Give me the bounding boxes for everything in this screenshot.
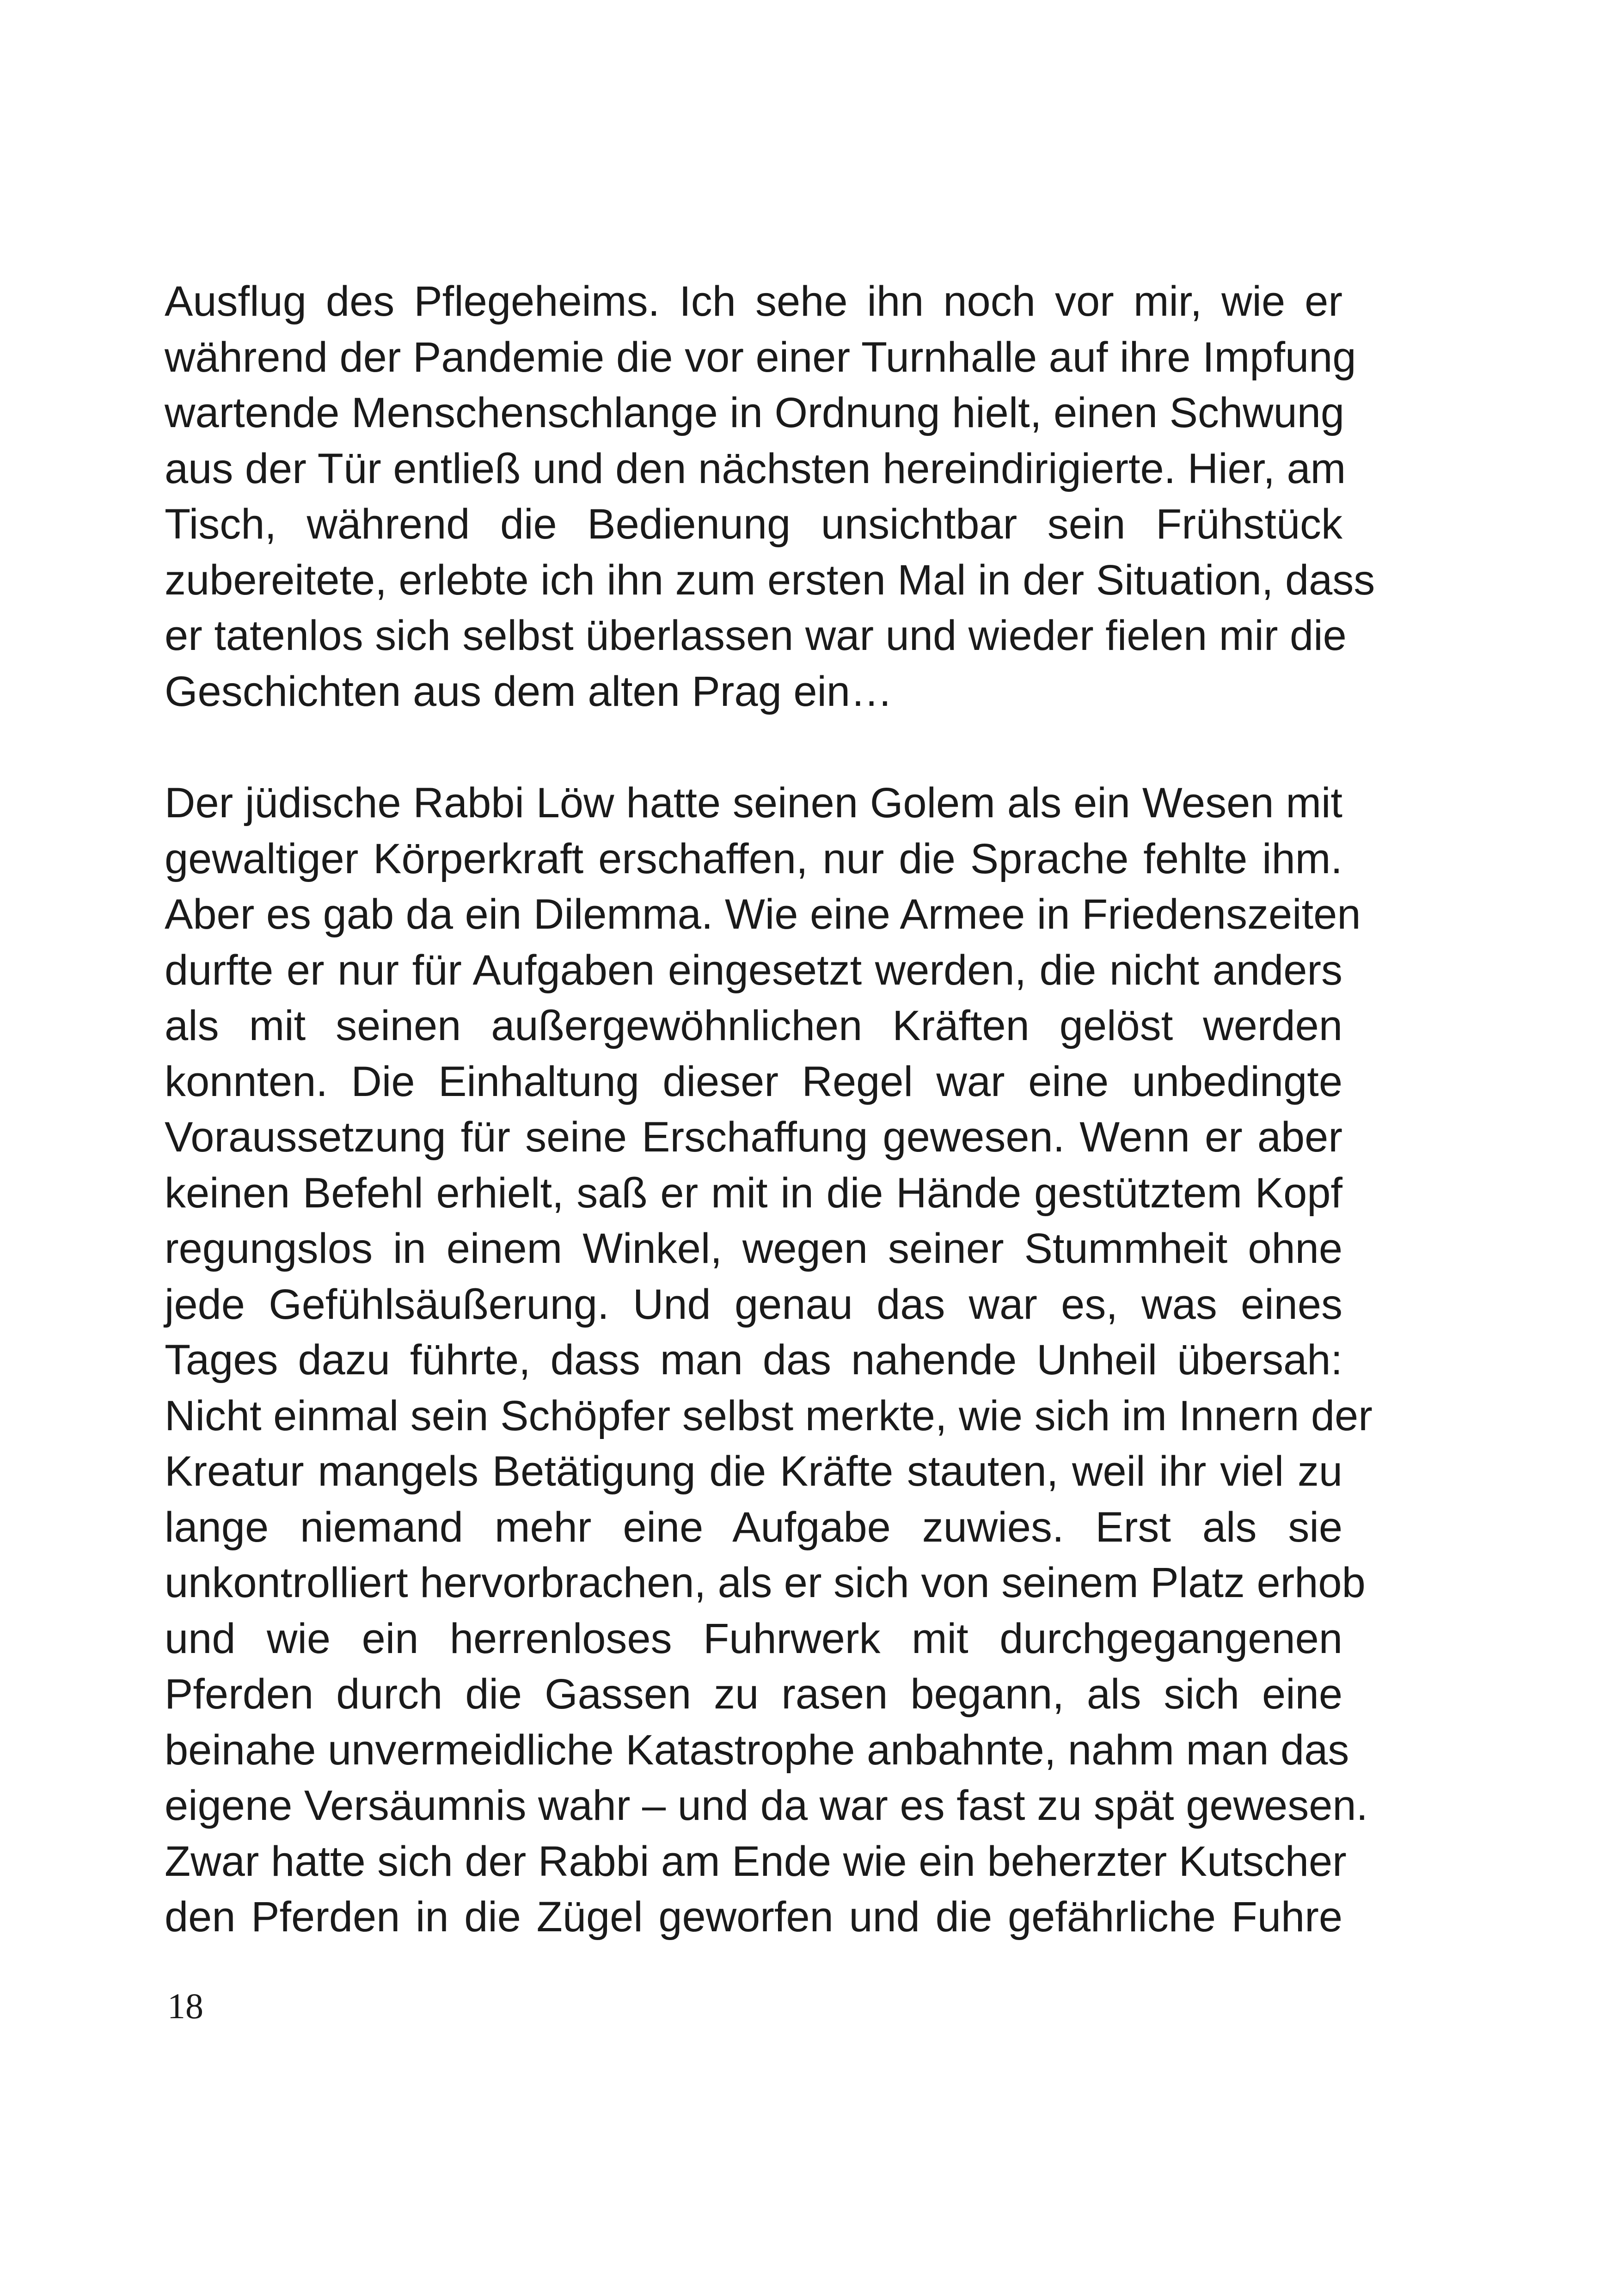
paragraph-line: zubereitete, erlebte ich ihn zum ersten Mal in der Situation, dass — [165, 556, 1375, 604]
paragraph-line: lange niemand mehr eine Aufgabe zuwies. Erst als sie — [165, 1503, 1342, 1551]
paragraph-line: jede Gefühlsäußerung. Und genau das war es, was eines — [165, 1280, 1342, 1328]
paragraph-line: beinahe unvermeidliche Katastrophe anbahnte, nahm man das — [165, 1726, 1349, 1774]
paragraph-2 — [165, 775, 1373, 1945]
paragraph-line: Tages dazu führte, dass man das nahende Unheil übersah: — [165, 1336, 1342, 1384]
paragraph-line: Voraussetzung für seine Erschaffung gewesen. Wenn er aber — [165, 1114, 1342, 1161]
paragraph-line: und wie ein herrenloses Fuhrwerk mit durchgegangenen — [165, 1615, 1342, 1662]
paragraph-line: Kreatur mangels Betätigung die Kräfte stauten, weil ihr viel zu — [165, 1448, 1342, 1495]
paragraph-line: Aber es gab da ein Dilemma. Wie eine Armee in Friedenszeiten — [165, 891, 1361, 938]
paragraph-line: Geschichten aus dem alten Prag ein… — [165, 667, 893, 715]
paragraph-line: keinen Befehl erhielt, saß er mit in die Hände gestütztem Kopf — [165, 1169, 1342, 1217]
paragraph-line: regungslos in einem Winkel, wegen seiner Stummheit ohne — [165, 1225, 1342, 1272]
paragraph-1 — [165, 274, 1375, 719]
paragraph-line: er tatenlos sich selbst überlassen war und wieder fielen mir die — [165, 612, 1347, 659]
paragraph-line: eigene Versäumnis wahr – und da war es fast zu spät gewesen. — [165, 1782, 1368, 1829]
paragraph-line: Zwar hatte sich der Rabbi am Ende wie ein beherzter Kutscher — [165, 1837, 1347, 1885]
paragraph-line: Tisch, während die Bedienung unsichtbar sein Frühstück — [165, 501, 1342, 548]
paragraph-line: Ausflug des Pflegeheims. Ich sehe ihn noch vor mir, wie er — [165, 278, 1342, 325]
paragraph-line: wartende Menschenschlange in Ordnung hielt, einen Schwung — [165, 389, 1345, 436]
paragraph-line: Der jüdische Rabbi Löw hatte seinen Golem als ein Wesen mit — [165, 779, 1342, 827]
paragraph-line: Nicht einmal sein Schöpfer selbst merkte, wie sich im Innern der — [165, 1392, 1373, 1439]
paragraph-line: als mit seinen außergewöhnlichen Kräften gelöst werden — [165, 1002, 1342, 1049]
paragraph-line: während der Pandemie die vor einer Turnhalle auf ihre Impfung — [165, 333, 1356, 381]
paragraph-line: Pferden durch die Gassen zu rasen begann, als sich eine — [165, 1671, 1342, 1718]
paragraph-line: durfte er nur für Aufgaben eingesetzt werden, die nicht anders — [165, 946, 1342, 994]
paragraph-line: den Pferden in die Zügel geworfen und die gefährliche Fuhre — [165, 1893, 1342, 1941]
paragraph-line: aus der Tür entließ und den nächsten hereindirigierte. Hier, am — [165, 445, 1346, 492]
paragraph-line: konnten. Die Einhaltung dieser Regel war eine unbedingte — [165, 1058, 1342, 1105]
page-number: 18 — [167, 1986, 203, 2026]
paragraph-line: gewaltiger Körperkraft erschaffen, nur die Sprache fehlte ihm. — [165, 835, 1342, 882]
paragraph-line: unkontrolliert hervorbrachen, als er sich von seinem Platz erhob — [165, 1559, 1366, 1606]
